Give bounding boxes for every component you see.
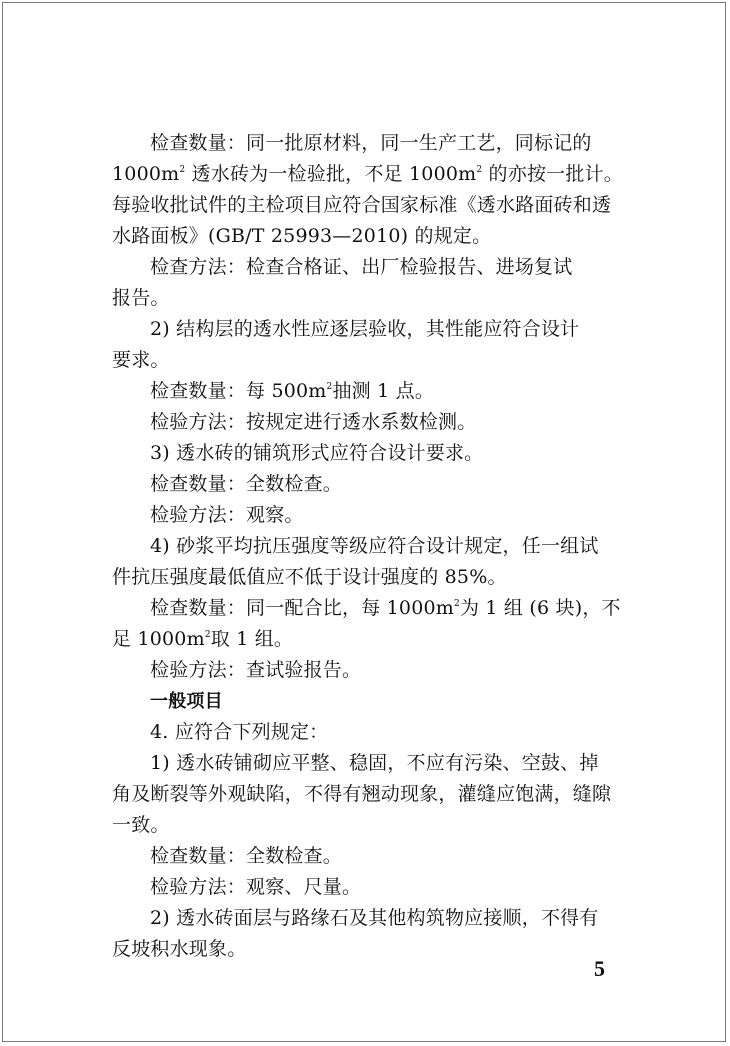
text-line: 每验收批试件的主检项目应符合国家标准《透水路面砖和透 [112,194,612,216]
text-line: 2) 结构层的透水性应逐层验收，其性能应符合设计 [150,318,580,340]
section-heading: 一般项目 [150,691,223,712]
text-line: 要求。 [112,349,170,371]
text-segment: 为 1 组 (6 块)，不 [459,597,621,619]
text-line: 检查数量：全数检查。 [150,845,343,867]
superscript: 2 [454,599,460,609]
text-segment: 足 1000m [112,628,205,650]
text-line: 一致。 [112,814,170,836]
document-body [112,128,632,965]
page-number: 5 [594,956,605,981]
text-line: 4. 应符合下列规定： [150,721,329,743]
superscript: 2 [326,382,333,392]
text-line: 2) 透水砖面层与路缘石及其他构筑物应接顺，不得有 [150,907,599,929]
text-line: 角及断裂等外观缺陷，不得有翘动现象，灌缝应饱满，缝隙 [112,783,612,805]
text-line [112,376,632,407]
text-line: 报告。 [112,287,170,309]
text-line: 件抗压强度最低值应不低于设计强度的 85%。 [112,566,507,588]
text-line [112,624,632,655]
text-line: 检验方法：观察、尺量。 [150,876,362,898]
text-segment: 透水砖为一检验批，不足 1000m [185,163,477,185]
superscript: 2 [476,165,483,175]
text-line: 3) 透水砖的铺筑形式应符合设计要求。 [150,442,484,464]
text-segment: 取 1 组。 [210,628,294,650]
text-line: 4) 砂浆平均抗压强度等级应符合设计规定，任一组试 [150,535,599,557]
text-line: 检查数量：同一批原材料，同一生产工艺，同标记的 [150,132,592,154]
text-segment: 1000m [112,163,180,185]
text-line [112,593,632,624]
text-line: 检验方法：查试验报告。 [150,659,362,681]
text-line: 检验方法：按规定进行透水系数检测。 [150,411,477,433]
superscript: 2 [204,630,211,640]
text-line: 水路面板》(GB/T 25993—2010) 的规定。 [112,225,492,247]
text-line: 检验方法：观察。 [150,504,304,526]
text-segment: 的亦按一批计。 [482,163,623,185]
text-line: 检查数量：全数检查。 [150,473,343,495]
text-line: 反坡积水现象。 [112,938,247,960]
text-segment: 检查数量：每 500m [150,380,327,402]
text-segment: 检查数量：同一配合比，每 1000m [150,597,455,619]
superscript: 2 [179,165,186,175]
text-segment: 抽测 1 点。 [332,380,435,402]
text-line: 检查方法：检查合格证、出厂检验报告、进场复试 [150,256,573,278]
text-line: 1) 透水砖铺砌应平整、稳固，不应有污染、空鼓、掉 [150,752,599,774]
text-line [112,159,632,190]
